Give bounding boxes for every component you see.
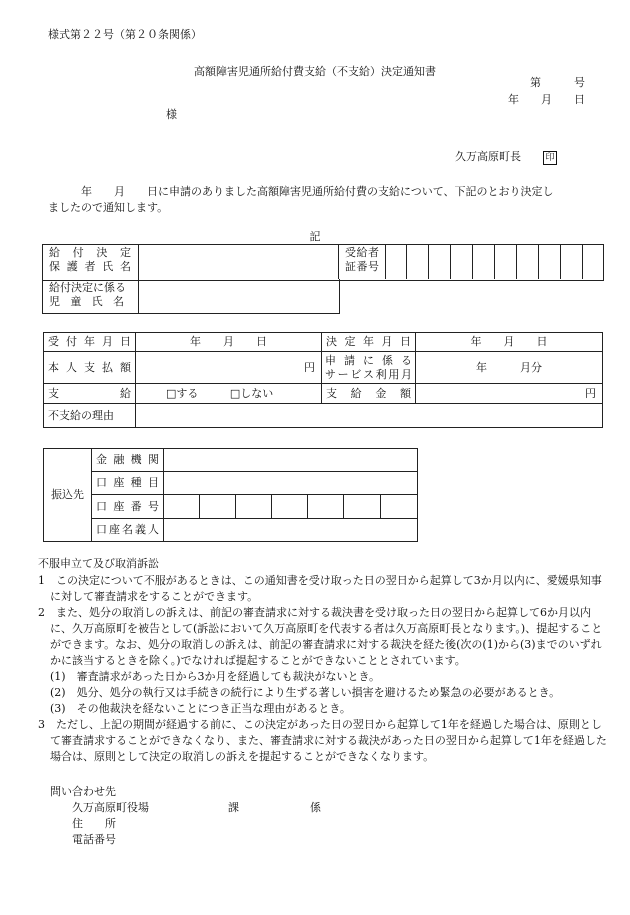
contact-office: 久万高原町役場: [72, 801, 149, 814]
certificate-label: 受給者 証番号: [345, 246, 379, 274]
note-2: 2 また、処分の取消しの訴えは、前記の審査請求に対する裁決書を受け取った日の翌日から起算して6か月以内に、久万高原町を被告として(訴訟において久万高原町を代表する者は久万高原町長となります。)、提起することができます。なお、処分の取消しの訴えは、前記の審査請求に対する裁決を経た後(次の(1)から(3)までのいずれかに該当するときを除く。)でなければ提起することができないこととされています。: [38, 606, 603, 667]
account-digit-box: [381, 495, 418, 519]
note-2-item-3: (3) その他裁決を経ないことにつき正当な理由があるとき。: [50, 702, 351, 715]
ki-heading: 記: [309, 230, 321, 243]
received-date-value: 年 月 日: [136, 333, 322, 352]
note-1: 1 この決定について不服があるときは、この通知書を受け取った日の翌日から起算して3か月以内に、愛媛県知事に対して審査請求をすることができます。: [38, 574, 602, 603]
account-type-label: 口座種目: [92, 472, 164, 495]
child-label: 給付決定に係る 児童氏名: [49, 281, 126, 309]
account-digit-box: [272, 495, 308, 519]
account-holder-label: 口座名義人: [92, 519, 164, 542]
account-holder-value: [164, 519, 418, 542]
decision-table: [43, 332, 603, 428]
note-3: 3 ただし、上記の期間が経過する前に、この決定があった日の翌日から起算して1年を経過した場合は、原則として審査請求することができなくなり、また、審査請求に対する裁決があった日の翌日から起算して1年を経過した場合は、原則として決定の取消しの訴えを提起することができなくなります。: [38, 718, 607, 763]
received-date-label: 受付年月日: [44, 333, 136, 352]
note-2-item-2: (2) 処分、処分の執行又は手続きの続行により生ずる著しい損害を避けるため緊急の必要があるとき。: [50, 686, 561, 699]
amount-label: 支給金額: [322, 384, 416, 404]
intro-line-1: 年 月 日に申請のありました高額障害児通所給付費の支給について、下記のとおり決定し: [48, 185, 554, 198]
contact-unit: 係: [310, 801, 321, 814]
decision-date-label: 決定年月日: [322, 333, 416, 352]
account-number-label: 口座番号: [92, 495, 164, 519]
document-number: 第 号: [530, 76, 585, 89]
seal-icon: 印: [543, 151, 557, 165]
bank-value: [164, 449, 418, 472]
intro-line-2: ましたので通知します。: [48, 201, 169, 214]
account-digit-box: [236, 495, 272, 519]
option-no-checkbox[interactable]: □しない: [229, 386, 274, 400]
account-digit-box: [344, 495, 381, 519]
recipient-suffix: 様: [166, 108, 177, 121]
account-type-value: [164, 472, 418, 495]
self-pay-label: 本人支払額: [44, 352, 136, 384]
form-number: 様式第２２号（第２０条関係）: [48, 28, 202, 41]
amount-yen: 円: [416, 384, 603, 404]
bank-label: 金融機関: [92, 449, 164, 472]
contact-address-label: 住 所: [72, 817, 116, 830]
contact-phone-label: 電話番号: [72, 833, 116, 846]
account-digit-box: [308, 495, 344, 519]
issue-date: 年 月 日: [508, 93, 585, 106]
reason-value: [136, 404, 603, 428]
service-month-value: 年 月分: [416, 352, 603, 384]
account-digit-box: [164, 495, 200, 519]
note-2-item-1: (1) 審査請求があった日から3か月を経過しても裁決がないとき。: [50, 670, 381, 683]
payment-label: 支給: [44, 384, 136, 404]
payment-options: [136, 384, 322, 404]
reason-label: 不支給の理由: [44, 404, 136, 428]
contact-heading: 問い合わせ先: [50, 785, 116, 798]
issuer-name: 久万高原町長 印: [455, 150, 557, 165]
decision-date-value: 年 月 日: [416, 333, 603, 352]
bank-transfer-table: [43, 448, 418, 542]
self-pay-yen: 円: [136, 352, 322, 384]
certificate-number-boxes: [406, 244, 602, 279]
contact-section: 課: [228, 801, 239, 814]
account-digit-box: [200, 495, 236, 519]
notes-heading: 不服申立て及び取消訴訟: [38, 557, 159, 570]
page-title: 高額障害児通所給付費支給（不支給）決定通知書: [194, 65, 436, 78]
appeal-notes: [38, 573, 608, 765]
option-yes-checkbox[interactable]: □する: [166, 386, 199, 400]
service-month-label: 申請に係る サービス利用月: [322, 352, 416, 384]
guardian-label: 給付決定 保護者氏名: [49, 246, 131, 274]
transfer-label: 振込先: [44, 449, 92, 542]
